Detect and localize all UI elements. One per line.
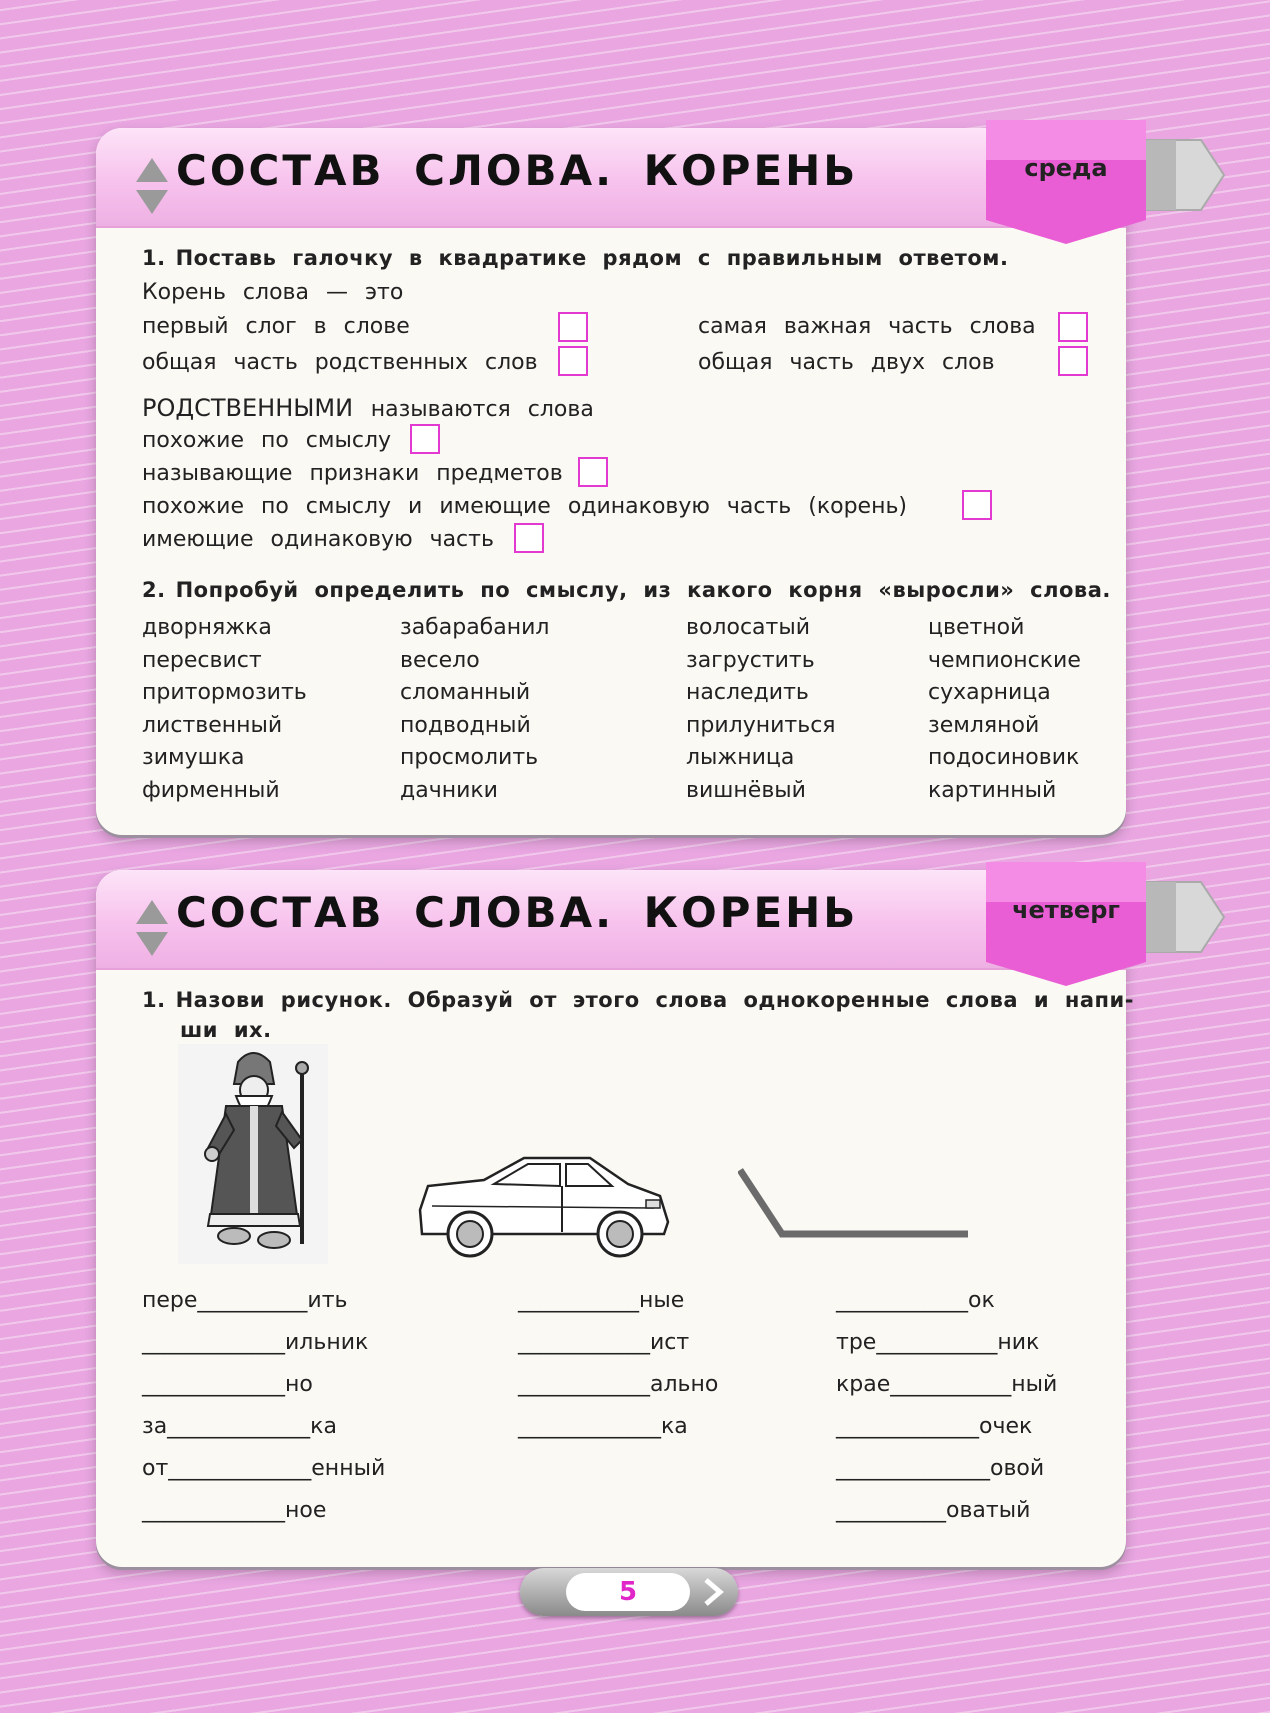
word: сухарница <box>928 680 1051 706</box>
word-column <box>686 612 926 808</box>
answer-checkbox[interactable] <box>514 523 544 553</box>
fill-in-word[interactable]: ____________ально <box>518 1372 719 1397</box>
pencil-tab-icon <box>986 120 1226 260</box>
word-column <box>400 612 640 808</box>
task-2 <box>142 578 1111 602</box>
word-column <box>142 612 382 808</box>
option-text: первый слог в слове <box>142 314 410 339</box>
fill-in-word[interactable]: пере__________ить <box>142 1288 348 1313</box>
word: пересвист <box>142 647 262 673</box>
word: прилуниться <box>686 712 836 738</box>
word: зимушка <box>142 745 245 771</box>
answer-checkbox[interactable] <box>1058 312 1088 342</box>
card-header <box>96 870 1126 970</box>
fill-in-word[interactable]: ______________овой <box>836 1456 1045 1481</box>
task-text: Назови рисунок. Образуй от этого слова однокоренные слова и напи- <box>175 988 1134 1012</box>
word: подосиновик <box>928 745 1080 771</box>
heading-word: РОДСТВЕННЫМИ <box>142 394 354 422</box>
option-text: самая важная часть слова <box>698 314 1036 339</box>
word: волосатый <box>686 615 811 640</box>
answer-checkbox[interactable] <box>962 490 992 520</box>
word-grid <box>142 612 1090 812</box>
exercise-card-wednesday <box>96 128 1126 835</box>
ded-moroz-picture-icon <box>178 1044 328 1264</box>
fill-in-word[interactable]: тре___________ник <box>836 1330 1040 1355</box>
word: цветной <box>928 615 1025 640</box>
option-text: общая часть двух слов <box>698 350 995 375</box>
fill-in-word[interactable]: от_____________енный <box>142 1456 386 1481</box>
fill-in-word[interactable]: _____________но <box>142 1372 313 1397</box>
task-text: Попробуй определить по смыслу, из какого корня «выросли» слова. <box>175 578 1111 602</box>
task-1 <box>142 246 1008 270</box>
word: подводный <box>400 712 531 738</box>
pencil-tab-icon <box>986 862 1226 1002</box>
exercise-card-thursday <box>96 870 1134 1567</box>
word: сломанный <box>400 680 531 706</box>
answer-checkbox[interactable] <box>578 457 608 487</box>
answer-checkbox[interactable] <box>1058 346 1088 376</box>
fill-in-word[interactable]: ___________ные <box>518 1288 685 1313</box>
task-text: Поставь галочку в квадратике рядом с правильным ответом. <box>175 246 1009 270</box>
page-number: 5 <box>566 1573 690 1611</box>
card-header <box>96 128 1126 228</box>
option-text: похожие по смыслу и имеющие одинаковую часть (корень) <box>142 494 908 519</box>
fill-in-word[interactable]: ____________ист <box>518 1330 690 1355</box>
word: лыжница <box>686 745 795 771</box>
angle-picture-icon <box>738 1166 978 1256</box>
word: дачники <box>400 777 498 803</box>
fill-in-word[interactable]: _____________очек <box>836 1414 1033 1439</box>
day-tab <box>986 120 1226 260</box>
task-1 <box>142 988 1134 1012</box>
task-text-continued: ши их. <box>180 1018 272 1042</box>
word: земляной <box>928 712 1040 738</box>
intro-text: Корень слова — это <box>142 280 404 305</box>
word-column <box>928 612 1168 808</box>
car-picture-icon <box>414 1152 674 1262</box>
task-number: 1. <box>142 988 166 1012</box>
next-page-arrow-icon[interactable] <box>700 1577 726 1607</box>
fill-in-word[interactable]: __________оватый <box>836 1498 1031 1523</box>
answer-checkbox[interactable] <box>410 424 440 454</box>
word: забарабанил <box>400 615 550 640</box>
up-down-arrows-icon <box>134 156 170 216</box>
option-text: общая часть родственных слов <box>142 350 538 375</box>
task-number: 2. <box>142 578 166 602</box>
word: чемпионские <box>928 647 1081 673</box>
fill-in-word[interactable]: ____________ок <box>836 1288 995 1313</box>
option-text: имеющие одинаковую часть <box>142 527 494 552</box>
day-label: среда <box>1024 154 1108 182</box>
day-label: четверг <box>1012 896 1120 924</box>
word: загрустить <box>686 647 815 673</box>
fill-in-word[interactable]: за_____________ка <box>142 1414 337 1439</box>
up-down-arrows-icon <box>134 898 170 958</box>
answer-checkbox[interactable] <box>558 312 588 342</box>
day-tab <box>986 862 1226 1002</box>
heading-rest: называются слова <box>370 397 594 422</box>
word: картинный <box>928 777 1057 803</box>
word: наследить <box>686 680 809 706</box>
section-title: СОСТАВ СЛОВА. КОРЕНЬ <box>176 888 859 937</box>
word: притормозить <box>142 680 307 706</box>
word: просмолить <box>400 745 539 771</box>
page-navigation <box>520 1568 738 1616</box>
answer-checkbox[interactable] <box>558 346 588 376</box>
word: дворняжка <box>142 615 272 640</box>
related-words-heading <box>142 394 594 422</box>
option-text: называющие признаки предметов <box>142 461 563 486</box>
word: фирменный <box>142 777 280 803</box>
word: весело <box>400 647 480 673</box>
fill-in-word[interactable]: _____________ильник <box>142 1330 369 1355</box>
fill-in-word[interactable]: _____________ка <box>518 1414 688 1439</box>
word: лиственный <box>142 712 283 738</box>
fill-in-word[interactable]: _____________ное <box>142 1498 327 1523</box>
fill-in-word[interactable]: крае___________ный <box>836 1372 1058 1397</box>
section-title: СОСТАВ СЛОВА. КОРЕНЬ <box>176 146 859 195</box>
option-text: похожие по смыслу <box>142 428 392 453</box>
task-number: 1. <box>142 246 166 270</box>
word: вишнёвый <box>686 777 806 803</box>
